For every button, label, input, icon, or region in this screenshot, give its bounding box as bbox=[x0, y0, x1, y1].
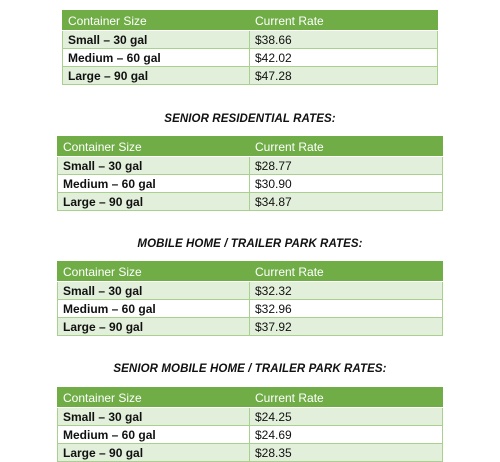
rate-cell: $32.32 bbox=[250, 282, 443, 300]
container-size-cell: Large – 90 gal bbox=[58, 318, 250, 336]
table-row bbox=[63, 49, 438, 67]
section-title-senior-mobile-home: SENIOR MOBILE HOME / TRAILER PARK RATES: bbox=[113, 363, 387, 375]
section-title-mobile-home: MOBILE HOME / TRAILER PARK RATES: bbox=[137, 238, 363, 250]
rates-table-senior-residential bbox=[57, 136, 443, 211]
container-size-cell: Medium – 60 gal bbox=[58, 300, 250, 318]
container-size-cell: Large – 90 gal bbox=[63, 67, 250, 85]
rate-cell: $38.66 bbox=[250, 31, 438, 49]
table-header-row bbox=[63, 11, 438, 31]
table-header-row bbox=[58, 262, 443, 282]
table-header-row bbox=[58, 137, 443, 157]
column-header-container-size: Container Size bbox=[58, 137, 250, 157]
container-size-cell: Small – 30 gal bbox=[58, 408, 250, 426]
container-size-cell: Small – 30 gal bbox=[58, 157, 250, 175]
table-row bbox=[63, 67, 438, 85]
column-header-container-size: Container Size bbox=[58, 262, 250, 282]
rates-table-senior-mobile-home bbox=[57, 387, 443, 462]
rates-table-standard-residential bbox=[62, 10, 438, 85]
rate-cell: $24.69 bbox=[250, 426, 443, 444]
table-row bbox=[58, 282, 443, 300]
rates-table-mobile-home bbox=[57, 261, 443, 336]
column-header-current-rate: Current Rate bbox=[250, 262, 443, 282]
column-header-current-rate: Current Rate bbox=[250, 11, 438, 31]
section-title-standard-residential bbox=[0, 0, 500, 1]
rate-cell: $28.35 bbox=[250, 444, 443, 462]
container-size-cell: Medium – 60 gal bbox=[58, 175, 250, 193]
container-size-cell: Large – 90 gal bbox=[58, 444, 250, 462]
rate-cell: $37.92 bbox=[250, 318, 443, 336]
table-row bbox=[58, 193, 443, 211]
table-row bbox=[58, 444, 443, 462]
table-row bbox=[58, 300, 443, 318]
section-title-senior-residential: SENIOR RESIDENTIAL RATES: bbox=[164, 113, 336, 125]
column-header-current-rate: Current Rate bbox=[250, 388, 443, 408]
table-row bbox=[58, 426, 443, 444]
table-row bbox=[58, 157, 443, 175]
table-row bbox=[63, 31, 438, 49]
table-header-row bbox=[58, 388, 443, 408]
container-size-cell: Medium – 60 gal bbox=[63, 49, 250, 67]
container-size-cell: Small – 30 gal bbox=[58, 282, 250, 300]
rate-cell: $42.02 bbox=[250, 49, 438, 67]
column-header-container-size: Container Size bbox=[58, 388, 250, 408]
rate-cell: $32.96 bbox=[250, 300, 443, 318]
table-row bbox=[58, 318, 443, 336]
container-size-cell: Medium – 60 gal bbox=[58, 426, 250, 444]
container-size-cell: Small – 30 gal bbox=[63, 31, 250, 49]
table-row bbox=[58, 175, 443, 193]
column-header-container-size: Container Size bbox=[63, 11, 250, 31]
container-size-cell: Large – 90 gal bbox=[58, 193, 250, 211]
rate-cell: $30.90 bbox=[250, 175, 443, 193]
rate-cell: $24.25 bbox=[250, 408, 443, 426]
rate-cell: $47.28 bbox=[250, 67, 438, 85]
table-row bbox=[58, 408, 443, 426]
rate-cell: $34.87 bbox=[250, 193, 443, 211]
rate-cell: $28.77 bbox=[250, 157, 443, 175]
column-header-current-rate: Current Rate bbox=[250, 137, 443, 157]
